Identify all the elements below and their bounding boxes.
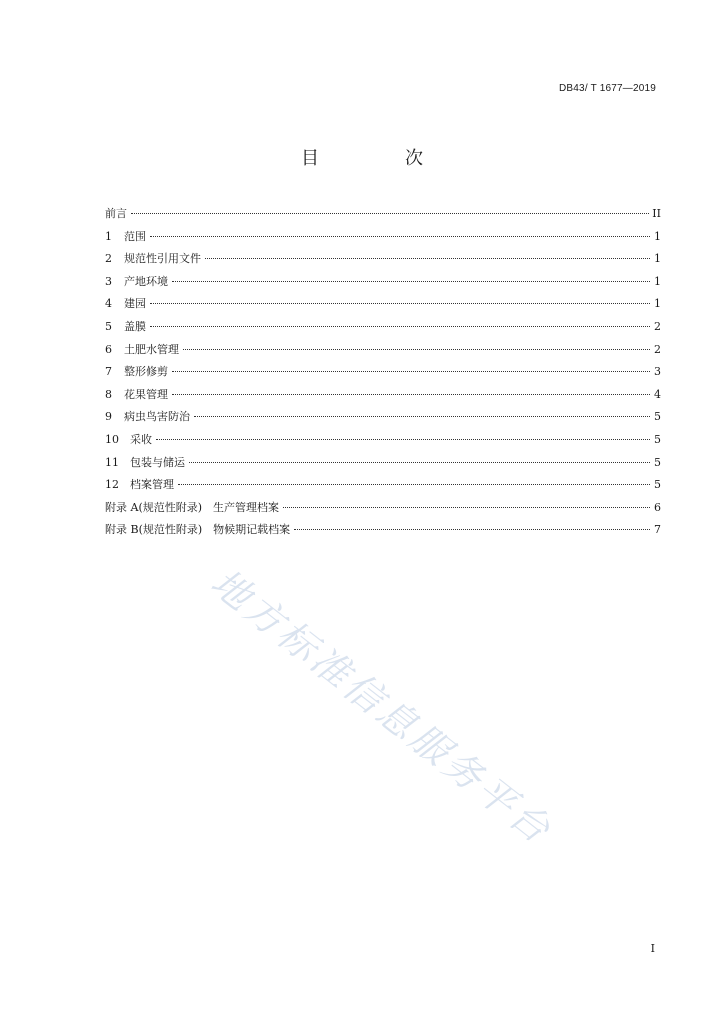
toc-entry-title: 盖膜 [124,319,146,333]
toc-entry-page: 1 [654,274,661,288]
toc-entry-title: 附录 B(规范性附录) 物候期记载档案 [105,523,291,537]
toc-entry-page: 5 [654,410,661,424]
toc-leader-dots [172,394,650,395]
toc-entry-number: 3 [105,274,112,288]
toc-entry-title: 范围 [124,229,146,243]
toc-entry[interactable] [105,342,661,365]
toc-entry-page: 4 [654,387,661,401]
toc-entry-label [105,432,153,448]
table-of-contents [105,206,661,545]
toc-entry[interactable] [105,206,661,229]
toc-entry-page: 2 [654,319,661,333]
toc-entry-page: 1 [654,252,661,266]
toc-entry-number: 5 [105,319,112,333]
page-title: 目 次 [301,148,457,169]
toc-entry[interactable] [105,229,661,252]
toc-leader-dots [183,349,650,350]
toc-leader-dots [178,484,650,485]
toc-entry-number: 4 [105,297,112,311]
toc-entry-title: 花果管理 [124,387,168,401]
toc-entry-title: 前言 [105,207,127,220]
toc-entry[interactable] [105,296,661,319]
toc-entry-label [105,274,169,290]
toc-leader-dots [283,507,650,508]
toc-entry-label [105,296,147,312]
toc-entry-title: 建园 [124,297,146,311]
toc-entry-title: 产地环境 [124,274,168,288]
toc-entry-page: 6 [654,500,661,514]
toc-entry-label [105,409,191,425]
toc-entry[interactable] [105,319,661,342]
toc-entry[interactable] [105,522,661,545]
standard-code: DB43/ T 1677—2019 [559,83,656,94]
toc-entry-label [105,364,169,380]
toc-entry-page: 1 [654,297,661,311]
toc-entry-label [105,500,280,516]
toc-leader-dots [150,326,650,327]
toc-entry-label [105,229,147,245]
toc-entry-title: 档案管理 [130,478,174,492]
toc-entry-title: 病虫鸟害防治 [124,410,190,424]
toc-entry-number: 6 [105,342,112,356]
toc-entry-title: 附录 A(规范性附录) 生产管理档案 [105,500,280,514]
toc-entry[interactable] [105,251,661,274]
toc-entry[interactable] [105,455,661,478]
toc-leader-dots [205,258,650,259]
toc-leader-dots [150,303,650,304]
toc-leader-dots [172,281,650,282]
toc-entry[interactable] [105,500,661,523]
toc-entry-title: 整形修剪 [124,365,168,379]
toc-entry[interactable] [105,387,661,410]
toc-entry-label [105,251,202,267]
toc-entry-page: 3 [654,365,661,379]
toc-entry-number: 2 [105,252,112,266]
toc-entry[interactable] [105,364,661,387]
toc-entry-number: 12 [105,478,119,492]
toc-entry-label [105,206,128,222]
toc-entry-label [105,387,169,403]
toc-entry-label [105,522,291,538]
toc-entry[interactable] [105,274,661,297]
toc-entry-title: 包装与储运 [130,455,185,469]
toc-entry-label [105,477,175,493]
toc-leader-dots [131,213,649,214]
toc-leader-dots [156,439,650,440]
toc-entry-page: 2 [654,342,661,356]
toc-entry-page: 5 [654,478,661,492]
toc-leader-dots [194,416,650,417]
toc-entry-page: 7 [654,523,661,537]
toc-entry[interactable] [105,409,661,432]
toc-entry-number: 9 [105,410,112,424]
toc-leader-dots [150,236,650,237]
watermark: 地方标准信息服务平台 [202,560,561,854]
toc-entry-page: II [652,207,661,220]
toc-entry-number: 10 [105,432,119,446]
toc-entry-title: 规范性引用文件 [124,252,201,266]
toc-leader-dots [294,529,650,530]
toc-entry-number: 8 [105,387,112,401]
toc-entry[interactable] [105,477,661,500]
toc-entry-title: 土肥水管理 [124,342,179,356]
toc-entry-number: 1 [105,229,112,243]
toc-entry-label [105,342,180,358]
toc-leader-dots [189,462,650,463]
toc-entry-page: 1 [654,229,661,243]
page-number: I [650,942,655,955]
toc-entry-title: 采收 [130,432,152,446]
toc-entry-label [105,319,147,335]
toc-leader-dots [172,371,650,372]
toc-entry-number: 7 [105,365,112,379]
toc-entry-page: 5 [654,432,661,446]
toc-entry-page: 5 [654,455,661,469]
toc-entry-number: 11 [105,455,119,469]
toc-entry[interactable] [105,432,661,455]
toc-entry-label [105,455,186,471]
